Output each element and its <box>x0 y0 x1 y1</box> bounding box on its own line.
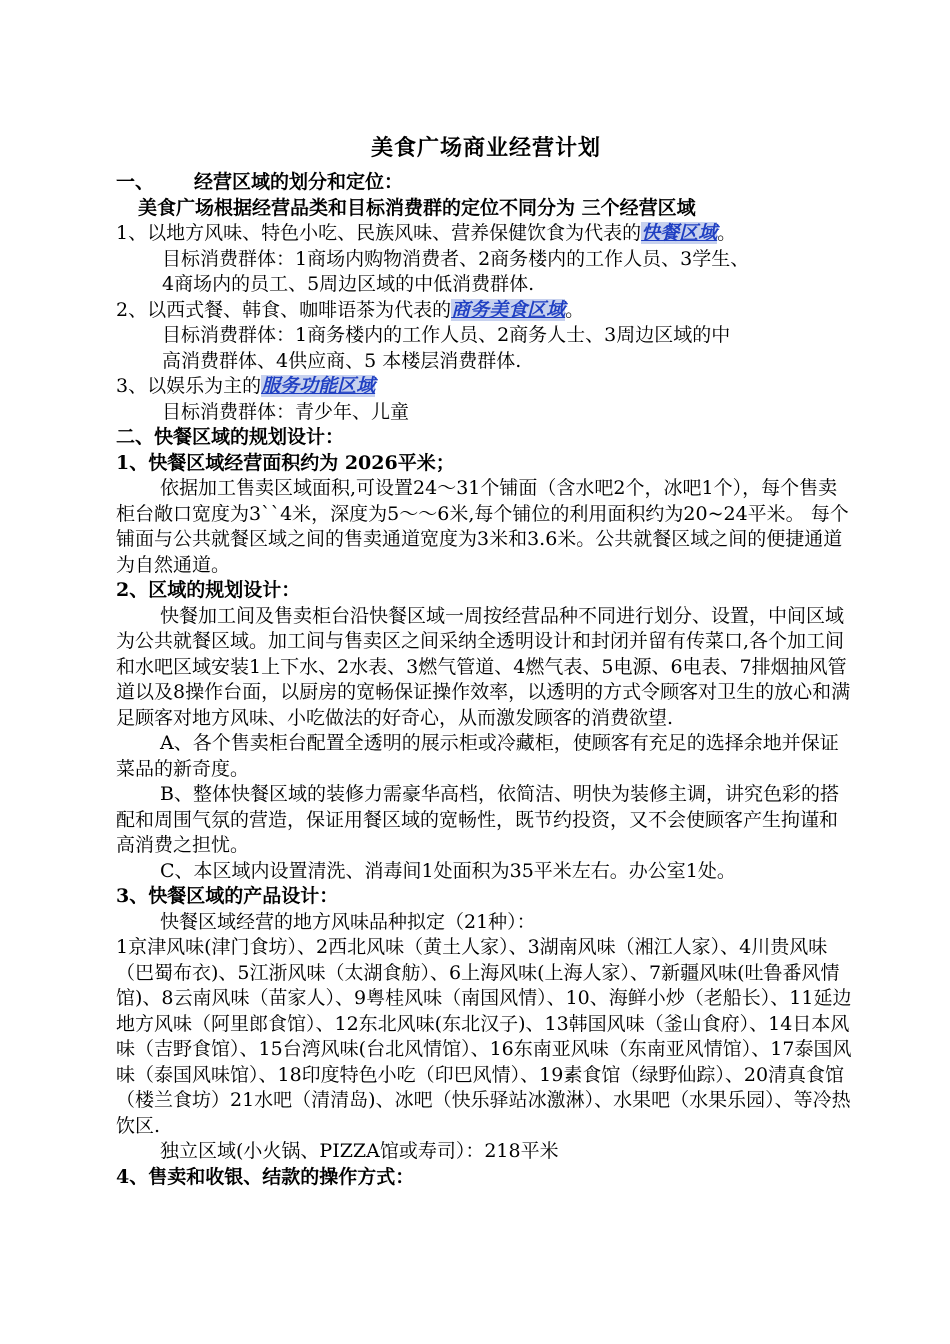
zone-item-2: 2、以西式餐、韩食、咖啡语茶为代表的商务美食区域。 <box>116 298 585 321</box>
subsection-1-heading: 1、快餐区域经营面积约为 2026平米； <box>116 451 455 474</box>
paragraph-a: A、各个售卖柜台配置全透明的展示柜或冷藏柜，使顾客有充足的选择余地并保证菜品的新奇度。 <box>116 732 839 780</box>
paragraph-layout: 快餐加工间及售卖柜台沿快餐区域一周按经营品种不同进行划分、设置，中间区域为公共就餐区域。加工间与售卖区之间采纳全透明设计和封闭并留有传菜口,各个加工间和水吧区域安装1上下水、2水表、3燃气管道、4燃气表、5电源、6电表、7排烟抽风管道以及8操作台面，以厨房的宽畅保证操作效率，以透明的方式令顾客对卫生的放心和满足顾客对地方风味、小吃做法的好奇心，从而激发顾客的消费欲望. <box>116 604 851 729</box>
paragraph-b: B、整体快餐区域的装修力需豪华高档，依简洁、明快为装修主调，讲究色彩的搭配和周围气氛的营造，保证用餐区域的宽畅性，既节约投资，又不会使顾客产生拘谨和高消费之担忧。 <box>116 783 839 856</box>
section-1-heading <box>116 170 856 196</box>
section-1-title: 经营区域的划分和定位： <box>194 171 404 193</box>
document-title: 美食广场商业经营计划 <box>370 135 601 161</box>
business-dining-zone-link[interactable]: 商务美食区域 <box>451 298 566 321</box>
section-2-heading: 二、快餐区域的规划设计： <box>116 426 345 448</box>
zone-1-target-b: 4商场内的员工、5周边区域的中低消费群体. <box>162 273 535 295</box>
subsection-4-heading: 4、售卖和收银、结款的操作方式： <box>116 1165 415 1188</box>
subsection-2-heading: 2、区域的规划设计： <box>116 579 301 601</box>
subsection-3-heading: 3、快餐区域的产品设计： <box>116 885 339 907</box>
zone-item-3: 3、以娱乐为主的服务功能区域 <box>116 375 376 397</box>
zone-2-target-a: 目标消费群体：1商务楼内的工作人员、2商务人士、3周边区域的中 <box>162 324 731 346</box>
paragraph-product-intro: 快餐区域经营的地方风味品种拟定（21种）： <box>160 910 536 933</box>
section-1-number: 一、 <box>116 171 155 193</box>
paragraph-independent-area: 独立区域(小火锅、PIZZA馆或寿司）：218平米 <box>160 1140 559 1162</box>
fast-food-zone-link[interactable]: 快餐区域 <box>641 222 718 244</box>
zone-2-target-b: 高消费群体、4供应商、5 本楼层消费群体. <box>162 349 522 372</box>
section-1-subheading: 美食广场根据经营品类和目标消费群的定位不同分为 三个经营区域 <box>138 196 696 219</box>
document-page <box>116 130 856 1190</box>
paragraph-product-list: 1京津风味(津门食坊）、2西北风味（黄土人家）、3湖南风味（湘江人家）、4川贵风味（巴蜀布衣)、5江浙风味（太湖食舫）、6上海风味(上海人家）、7新疆风味(吐鲁番风情馆)、8云南风味（苗家人）、9粤桂风味（南国风情）、10、海鲜小炒（老船长）、11延边地方风味（阿里郎食馆）、12东北风味(东北汉子)、13韩国风味（釜山食府）、14日本风味（吉野食馆）、15台湾风味(台北风情馆）、16东南亚风味（东南亚风情馆）、17泰国风味（泰国风味馆）、18印度特色小吃（印巴风情）、19素食馆（绿野仙踪）、20清真食馆（楼兰食坊）21水吧（清清岛)、冰吧（快乐驿站冰激淋）、水果吧（水果乐园）、等冷热饮区. <box>116 936 852 1137</box>
zone-item-1: 1、以地方风味、特色小吃、民族风味、营养保健饮食为代表的快餐区域。 <box>116 222 737 244</box>
zone-3-target: 目标消费群体：青少年、儿童 <box>162 400 410 423</box>
zone-1-target-a: 目标消费群体：1商场内购物消费者、2商务楼内的工作人员、3学生、 <box>162 247 750 270</box>
paragraph-area: 依据加工售卖区域面积,可设置24～31个铺面（含水吧2个，冰吧1个），每个售卖柜台敞口宽度为3``4米，深度为5～～6米,每个铺位的利用面积约为20~24平米。 每个铺面与公共就餐区域之间的售卖通道宽度为3米和3.6米。公共就餐区域之间的便捷通道为自然通道。 <box>116 477 849 576</box>
service-zone-link[interactable]: 服务功能区域 <box>261 375 376 397</box>
paragraph-c: C、本区域内设置清洗、消毒间1处面积为35平米左右。办公室1处。 <box>160 859 736 882</box>
